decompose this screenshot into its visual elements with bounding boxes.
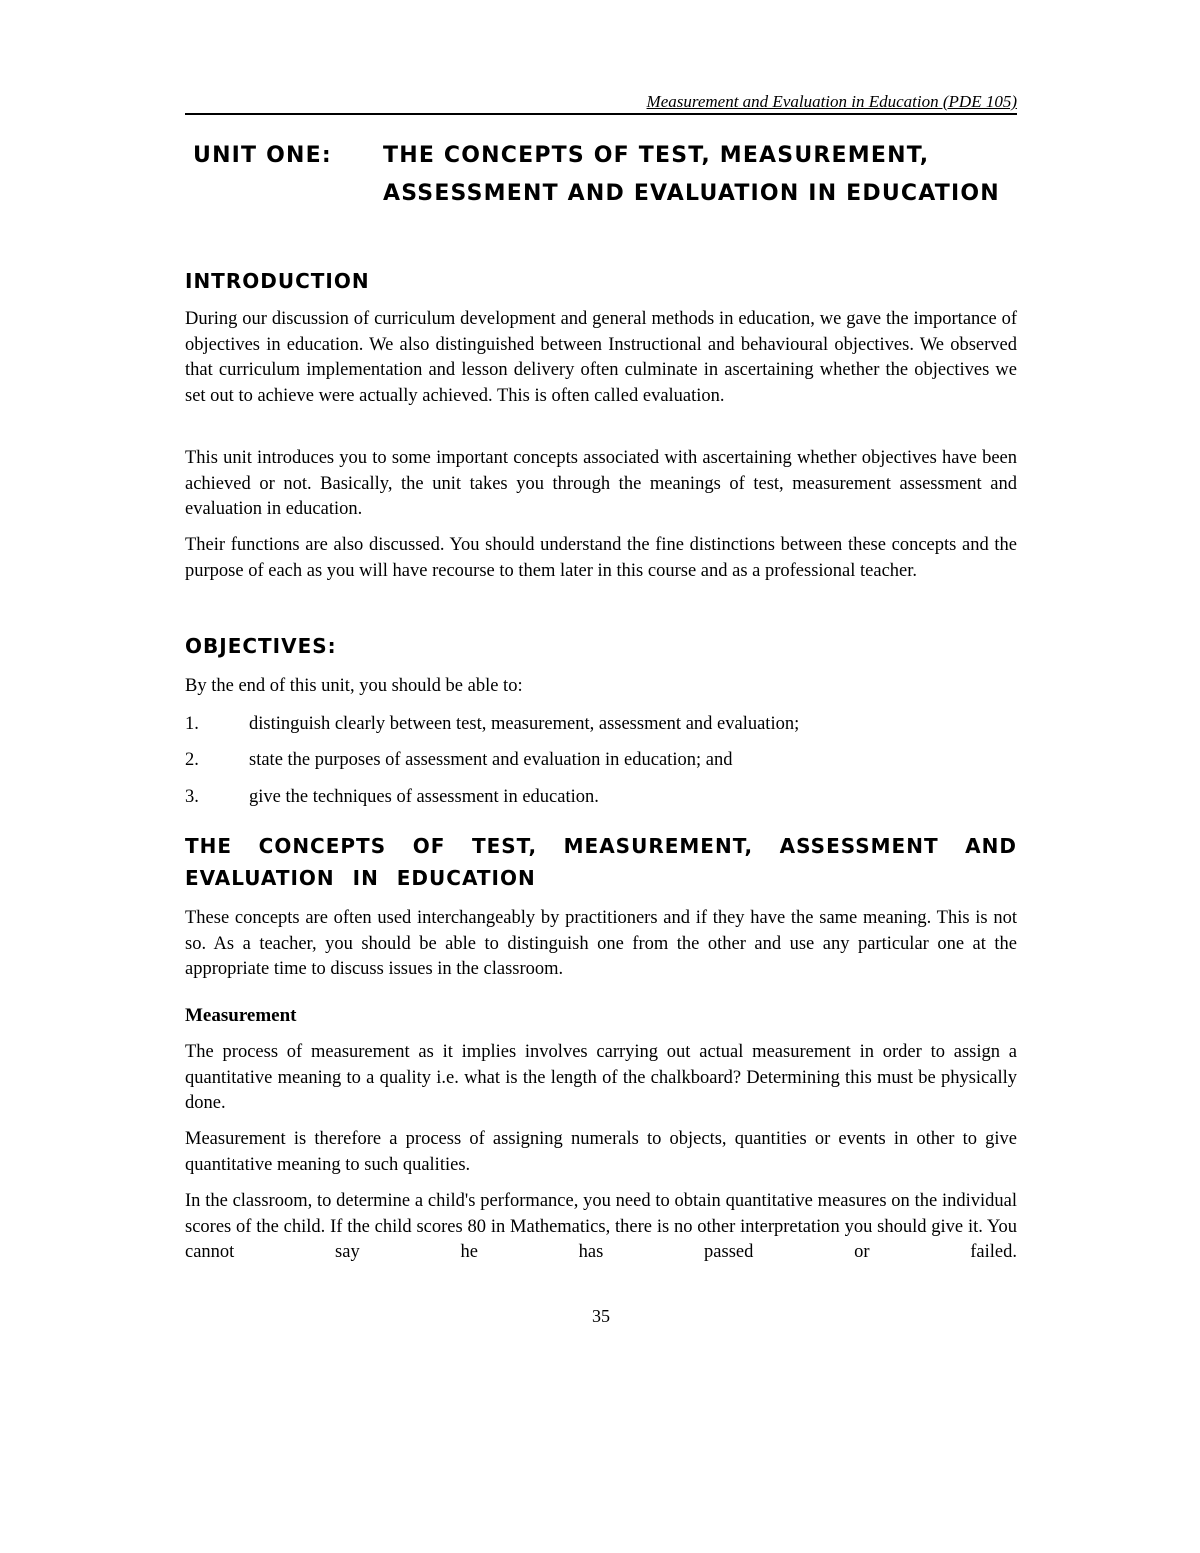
document-page — [185, 0, 1017, 1553]
concepts-heading: THE CONCEPTS OF TEST, MEASUREMENT, ASSESSMENT AND EVALUATION IN EDUCATION — [185, 834, 1017, 890]
concepts-paragraph: These concepts are often used interchangeably by practitioners and if they have the same meaning. This is not so. As a teacher, you should be able to distinguish one from the other and use any particular one at the appropriate time to discuss issues in the classroom. — [185, 908, 1017, 979]
objective-text: distinguish clearly between test, measurement, assessment and evaluation; — [249, 714, 800, 734]
measurement-paragraph-2: Measurement is therefore a process of assigning numerals to objects, quantities or events in other to give quantitative meaning to such qualities. — [185, 1129, 1017, 1175]
introduction-heading: INTRODUCTION — [185, 269, 370, 293]
unit-title — [193, 137, 1017, 213]
measurement-paragraph-3: In the classroom, to determine a child's performance, you need to obtain quantitative measures on the individual scores of the child. If the child scores 80 in Mathematics, there is no other interpretation you should give it. You cannot say he has passed or failed. — [185, 1191, 1017, 1262]
page-number: 35 — [592, 1306, 610, 1326]
measurement-heading: Measurement — [185, 1005, 297, 1026]
objective-item — [185, 748, 1017, 772]
introduction-paragraph-3: Their functions are also discussed. You should understand the fine distinctions between these concepts and the purpose of each as you will have recourse to them later in this course and as a professional teacher. — [185, 535, 1017, 581]
objective-number: 1. — [185, 714, 199, 734]
running-header — [185, 92, 1017, 115]
introduction-paragraph-2: This unit introduces you to some important concepts associated with ascertaining whether objectives have been achieved or not. Basically, the unit takes you through the meanings of test, measurement assessment and evaluation in education. — [185, 448, 1017, 519]
objective-number: 3. — [185, 787, 199, 807]
introduction-paragraph-1: During our discussion of curriculum development and general methods in education, we gave the importance of objectives in education. We also distinguished between Instructional and behavioural objectives. We observed that curriculum implementation and lesson delivery often culminate in ascertaining whether the objectives we set out to achieve were actually achieved. This is often called evaluation. — [185, 309, 1017, 406]
objectives-intro: By the end of this unit, you should be able to: — [185, 676, 523, 696]
unit-label: UNIT ONE: — [193, 143, 332, 168]
objective-text: state the purposes of assessment and evaluation in education; and — [249, 750, 733, 770]
objective-item — [185, 785, 1017, 809]
objectives-heading: OBJECTIVES: — [185, 634, 337, 658]
objective-number: 2. — [185, 750, 199, 770]
unit-title-text: THE CONCEPTS OF TEST, MEASUREMENT, ASSESSMENT AND EVALUATION IN EDUCATION — [383, 143, 1000, 206]
objective-text: give the techniques of assessment in education. — [249, 787, 599, 807]
measurement-paragraph-1: The process of measurement as it implies involves carrying out actual measurement in order to assign a quantitative meaning to a quality i.e. what is the length of the chalkboard? Determining this must be physically done. — [185, 1042, 1017, 1113]
running-header-text: Measurement and Evaluation in Education (PDE 105) — [646, 92, 1017, 111]
objective-item — [185, 712, 1017, 736]
